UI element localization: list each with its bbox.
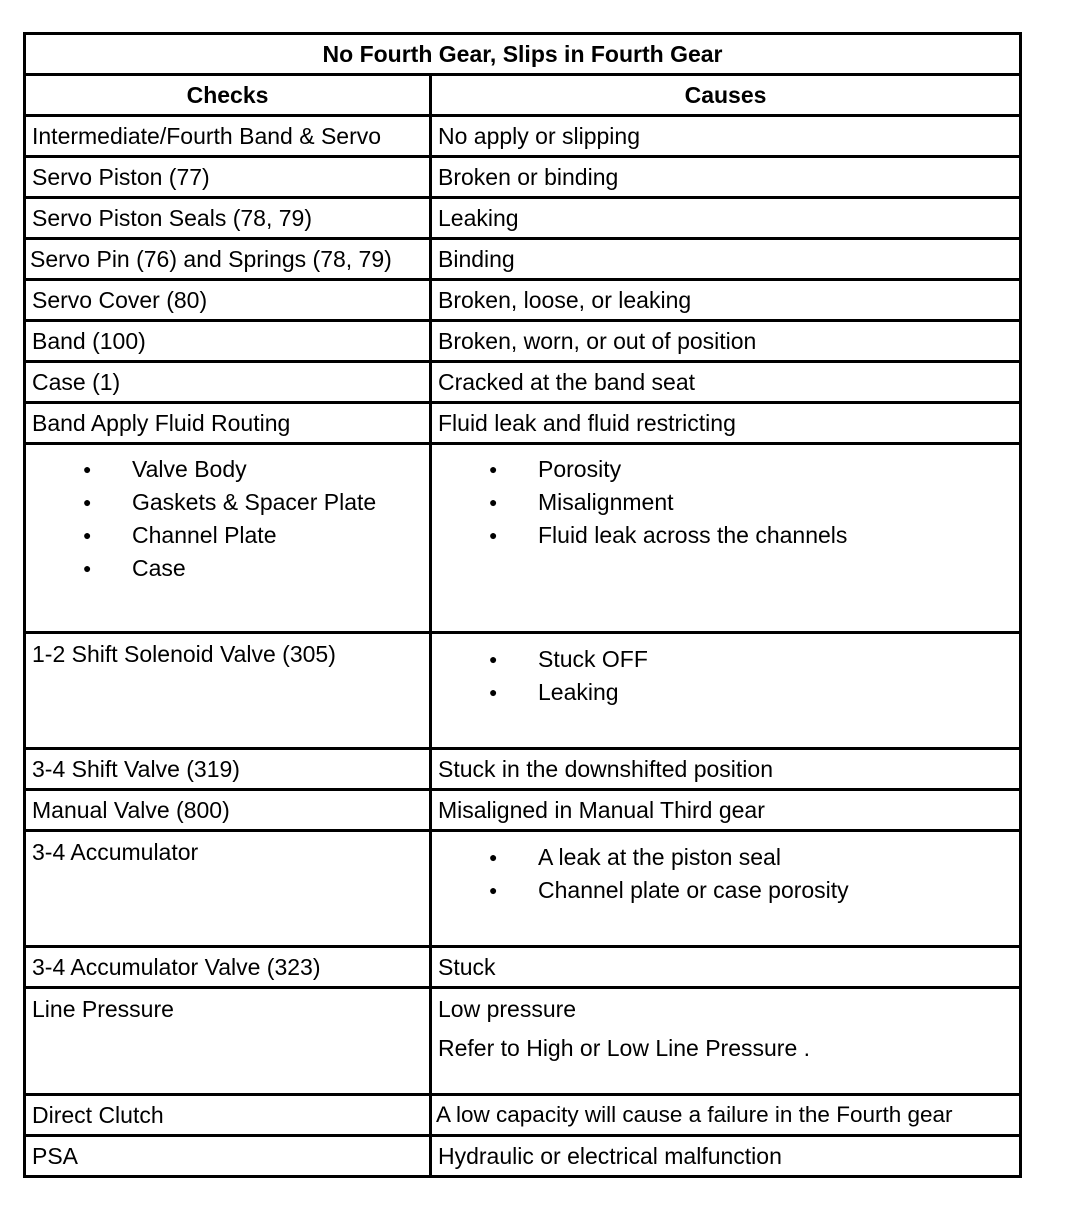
check-cell: Band (100) bbox=[25, 321, 431, 362]
table-row bbox=[25, 157, 1021, 198]
table-row bbox=[25, 403, 1021, 444]
cause-cell: Misaligned in Manual Third gear bbox=[431, 790, 1021, 831]
table-row bbox=[25, 116, 1021, 157]
cause-cell: A low capacity will cause a failure in the Fourth gear bbox=[431, 1095, 1021, 1136]
list-item: ● A leak at the piston seal bbox=[438, 841, 1019, 874]
checks-header: Checks bbox=[25, 75, 431, 116]
list-item: ● Channel plate or case porosity bbox=[438, 874, 1019, 907]
list-item: ● Gaskets & Spacer Plate bbox=[32, 486, 429, 519]
cause-cell: Hydraulic or electrical malfunction bbox=[431, 1136, 1021, 1177]
cause-cell: Fluid leak and fluid restricting bbox=[431, 403, 1021, 444]
table-row bbox=[25, 239, 1021, 280]
check-cell: Direct Clutch bbox=[25, 1095, 431, 1136]
table-row bbox=[25, 947, 1021, 988]
cause-line: Low pressure bbox=[438, 996, 577, 1022]
table-row bbox=[25, 321, 1021, 362]
cause-cell: Broken, worn, or out of position bbox=[431, 321, 1021, 362]
table-title: No Fourth Gear, Slips in Fourth Gear bbox=[25, 34, 1021, 75]
check-cell: Intermediate/Fourth Band & Servo bbox=[25, 116, 431, 157]
list-item: ● Case bbox=[32, 552, 429, 585]
check-cell: 3-4 Accumulator Valve (323) bbox=[25, 947, 431, 988]
table-row bbox=[25, 749, 1021, 790]
check-cell: PSA bbox=[25, 1136, 431, 1177]
routing-causes-list bbox=[438, 453, 1019, 552]
cause-cell: Broken or binding bbox=[431, 157, 1021, 198]
table-row bbox=[25, 831, 1021, 947]
table-row bbox=[25, 198, 1021, 239]
check-cell: 3-4 Accumulator bbox=[25, 831, 431, 947]
check-cell: 1-2 Shift Solenoid Valve (305) bbox=[25, 633, 431, 749]
check-cell: Servo Cover (80) bbox=[25, 280, 431, 321]
table-row bbox=[25, 362, 1021, 403]
cause-cell: Binding bbox=[431, 239, 1021, 280]
list-item: ● Stuck OFF bbox=[438, 643, 1019, 676]
table-row bbox=[25, 790, 1021, 831]
solenoid-causes-list bbox=[438, 643, 1019, 709]
table-row bbox=[25, 1095, 1021, 1136]
diagnostic-table bbox=[23, 32, 1022, 1178]
cause-cell: Leaking bbox=[431, 198, 1021, 239]
table-row bbox=[25, 988, 1021, 1095]
cause-cell bbox=[431, 988, 1021, 1095]
causes-header: Causes bbox=[431, 75, 1021, 116]
cause-cell bbox=[431, 831, 1021, 947]
cause-cell bbox=[431, 444, 1021, 633]
cause-cell: Cracked at the band seat bbox=[431, 362, 1021, 403]
check-cell bbox=[25, 444, 431, 633]
check-cell: Servo Piston Seals (78, 79) bbox=[25, 198, 431, 239]
check-cell: 3-4 Shift Valve (319) bbox=[25, 749, 431, 790]
check-cell: Servo Piston (77) bbox=[25, 157, 431, 198]
table-row bbox=[25, 444, 1021, 633]
cause-cell: Broken, loose, or leaking bbox=[431, 280, 1021, 321]
accumulator-causes-list bbox=[438, 841, 1019, 907]
cause-cell bbox=[431, 633, 1021, 749]
list-item: ● Channel Plate bbox=[32, 519, 429, 552]
check-cell: Case (1) bbox=[25, 362, 431, 403]
cause-line: Refer to High or Low Line Pressure . bbox=[438, 1035, 811, 1061]
cause-cell: Stuck in the downshifted position bbox=[431, 749, 1021, 790]
table-row bbox=[25, 280, 1021, 321]
check-cell: Band Apply Fluid Routing bbox=[25, 403, 431, 444]
check-cell: Line Pressure bbox=[25, 988, 431, 1095]
cause-cell: Stuck bbox=[431, 947, 1021, 988]
list-item: ● Porosity bbox=[438, 453, 1019, 486]
check-cell: Manual Valve (800) bbox=[25, 790, 431, 831]
list-item: ● Valve Body bbox=[32, 453, 429, 486]
check-cell: Servo Pin (76) and Springs (78, 79) bbox=[25, 239, 431, 280]
table-row bbox=[25, 633, 1021, 749]
cause-cell: No apply or slipping bbox=[431, 116, 1021, 157]
routing-checks-list bbox=[32, 453, 429, 585]
table-row bbox=[25, 1136, 1021, 1177]
list-item: ● Misalignment bbox=[438, 486, 1019, 519]
list-item: ● Leaking bbox=[438, 676, 1019, 709]
list-item: ● Fluid leak across the channels bbox=[438, 519, 1019, 552]
